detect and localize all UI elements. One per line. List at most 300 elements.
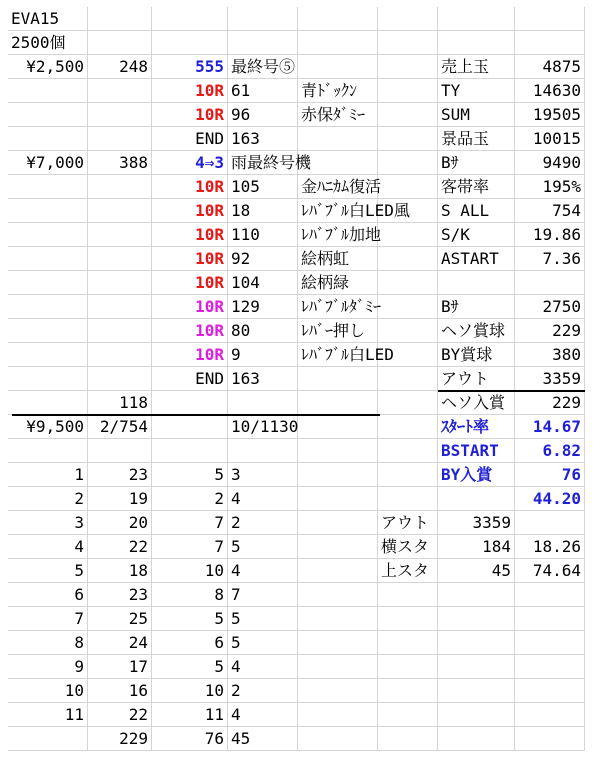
cell-text: 赤保ﾀﾞﾐｰ bbox=[301, 105, 366, 124]
cell-r25-c3[interactable] bbox=[152, 583, 228, 607]
cell-text: 絵柄虹 bbox=[301, 249, 350, 268]
cell-text: END bbox=[195, 129, 224, 148]
cell-r30-c7[interactable] bbox=[438, 703, 515, 727]
cell-r28-c2[interactable] bbox=[88, 655, 152, 679]
cell-r22-c6[interactable] bbox=[378, 511, 438, 535]
cell-r18-c1[interactable] bbox=[8, 415, 88, 439]
cell-text: 14630 bbox=[532, 81, 581, 100]
cell-r28-c3[interactable] bbox=[152, 655, 228, 679]
cell-r29-c3[interactable] bbox=[152, 679, 228, 703]
cell-r11-c2[interactable] bbox=[88, 247, 152, 271]
cell-r26-c7[interactable] bbox=[438, 607, 515, 631]
cell-r22-c1[interactable] bbox=[8, 511, 88, 535]
cell-r23-c3[interactable] bbox=[152, 535, 228, 559]
cell-r24-c6[interactable] bbox=[378, 559, 438, 583]
cell-text: ﾚﾊﾞﾌﾞﾙ白LED風 bbox=[301, 201, 410, 220]
cell-text: 4 bbox=[231, 489, 241, 508]
cell-r20-c8[interactable] bbox=[515, 463, 585, 487]
cell-text: 184 bbox=[482, 537, 511, 556]
cell-r13-c1[interactable] bbox=[8, 295, 88, 319]
cell-text: 20 bbox=[128, 513, 148, 532]
cell-r21-c3[interactable] bbox=[152, 487, 228, 511]
cell-r8-c8[interactable] bbox=[515, 175, 585, 199]
cell-r22-c5[interactable] bbox=[298, 511, 378, 535]
cell-r3-c5[interactable] bbox=[298, 55, 378, 79]
cell-text: 5 bbox=[231, 537, 241, 556]
cell-text: 74.64 bbox=[532, 561, 581, 580]
cell-r2-c7[interactable] bbox=[438, 31, 515, 55]
cell-r29-c5[interactable] bbox=[298, 679, 378, 703]
cell-r1-c6[interactable] bbox=[378, 7, 438, 31]
cell-text: 5 bbox=[214, 465, 224, 484]
cell-r30-c2[interactable] bbox=[88, 703, 152, 727]
cell-r30-c1[interactable] bbox=[8, 703, 88, 727]
cell-r12-c4[interactable] bbox=[228, 271, 298, 295]
cell-r7-c4[interactable] bbox=[228, 151, 312, 175]
cell-r12-c5[interactable] bbox=[298, 271, 378, 295]
cell-r31-c3[interactable] bbox=[152, 727, 228, 751]
cell-r1-c3[interactable] bbox=[152, 7, 228, 31]
cell-text: 景品玉 bbox=[441, 129, 490, 148]
cell-r9-c8[interactable] bbox=[515, 199, 585, 223]
cell-r14-c6[interactable] bbox=[378, 319, 438, 343]
cell-r26-c2[interactable] bbox=[88, 607, 152, 631]
cell-r9-c3[interactable] bbox=[152, 199, 228, 223]
cell-r8-c4[interactable] bbox=[228, 175, 298, 199]
cell-r25-c1[interactable] bbox=[8, 583, 88, 607]
cell-r11-c7[interactable] bbox=[438, 247, 515, 271]
cell-r13-c8[interactable] bbox=[515, 295, 585, 319]
cell-r27-c7[interactable] bbox=[438, 631, 515, 655]
cell-text: S ALL bbox=[441, 201, 490, 220]
cell-r25-c7[interactable] bbox=[438, 583, 515, 607]
cell-text: 118 bbox=[119, 393, 148, 412]
cell-text: 10R bbox=[195, 273, 224, 292]
cell-r26-c3[interactable] bbox=[152, 607, 228, 631]
cell-r27-c1[interactable] bbox=[8, 631, 88, 655]
cell-r20-c7[interactable] bbox=[438, 463, 515, 487]
cell-text: 6 bbox=[214, 633, 224, 652]
cell-r24-c8[interactable] bbox=[515, 559, 585, 583]
cell-r22-c2[interactable] bbox=[88, 511, 152, 535]
cell-text: 9 bbox=[231, 345, 241, 364]
cell-r17-c2[interactable] bbox=[88, 391, 152, 415]
cell-r31-c7[interactable] bbox=[438, 727, 515, 751]
cell-r5-c8[interactable] bbox=[515, 103, 585, 127]
cell-r17-c3[interactable] bbox=[152, 391, 228, 415]
cell-r12-c8[interactable] bbox=[515, 271, 585, 295]
cell-r23-c6[interactable] bbox=[378, 535, 438, 559]
cell-r3-c3[interactable] bbox=[152, 55, 228, 79]
cell-r18-c2[interactable] bbox=[88, 415, 152, 439]
cell-r16-c4[interactable] bbox=[228, 367, 298, 391]
cell-r9-c5[interactable] bbox=[298, 199, 410, 223]
cell-r7-c5[interactable] bbox=[298, 151, 378, 175]
cell-r17-c6[interactable] bbox=[378, 391, 438, 415]
cell-r7-c1[interactable] bbox=[8, 151, 88, 175]
cell-r4-c8[interactable] bbox=[515, 79, 585, 103]
cell-r12-c3[interactable] bbox=[152, 271, 228, 295]
cell-r28-c8[interactable] bbox=[515, 655, 585, 679]
cell-r17-c8[interactable] bbox=[515, 391, 585, 415]
cell-r4-c3[interactable] bbox=[152, 79, 228, 103]
cell-r20-c4[interactable] bbox=[228, 463, 298, 487]
cell-r14-c3[interactable] bbox=[152, 319, 228, 343]
cell-text: 4 bbox=[231, 561, 241, 580]
cell-r19-c1[interactable] bbox=[8, 439, 88, 463]
cell-r3-c6[interactable] bbox=[378, 55, 438, 79]
cell-r9-c7[interactable] bbox=[438, 199, 515, 223]
cell-r4-c1[interactable] bbox=[8, 79, 88, 103]
cell-r24-c3[interactable] bbox=[152, 559, 228, 583]
cell-r27-c3[interactable] bbox=[152, 631, 228, 655]
cell-r27-c8[interactable] bbox=[515, 631, 585, 655]
cell-r31-c4[interactable] bbox=[228, 727, 298, 751]
cell-r5-c1[interactable] bbox=[8, 103, 88, 127]
cell-text: BSTART bbox=[441, 441, 499, 460]
cell-r8-c7[interactable] bbox=[438, 175, 515, 199]
cell-r10-c2[interactable] bbox=[88, 223, 152, 247]
cell-r15-c2[interactable] bbox=[88, 343, 152, 367]
cell-text: 2750 bbox=[542, 297, 581, 316]
cell-r7-c2[interactable] bbox=[88, 151, 152, 175]
cell-r9-c1[interactable] bbox=[8, 199, 88, 223]
cell-r5-c4[interactable] bbox=[228, 103, 298, 127]
cell-r16-c1[interactable] bbox=[8, 367, 88, 391]
cell-r2-c4[interactable] bbox=[228, 31, 298, 55]
cell-r4-c4[interactable] bbox=[228, 79, 298, 103]
cell-r25-c4[interactable] bbox=[228, 583, 298, 607]
cell-text: 絵柄緑 bbox=[301, 273, 350, 292]
cell-r25-c5[interactable] bbox=[298, 583, 378, 607]
cell-r5-c2[interactable] bbox=[88, 103, 152, 127]
cell-r19-c7[interactable] bbox=[438, 439, 515, 463]
cell-r1-c1[interactable] bbox=[8, 7, 88, 31]
cell-r29-c6[interactable] bbox=[378, 679, 438, 703]
cell-r16-c5[interactable] bbox=[298, 367, 378, 391]
cell-r14-c4[interactable] bbox=[228, 319, 298, 343]
cell-r9-c2[interactable] bbox=[88, 199, 152, 223]
cell-text: 110 bbox=[231, 225, 260, 244]
cell-r7-c6[interactable] bbox=[378, 151, 438, 175]
cell-r16-c7[interactable] bbox=[438, 367, 515, 391]
cell-text: END bbox=[195, 369, 224, 388]
cell-text: EVA15 bbox=[11, 9, 60, 28]
cell-r6-c3[interactable] bbox=[152, 127, 228, 151]
cell-r16-c2[interactable] bbox=[88, 367, 152, 391]
cell-r19-c2[interactable] bbox=[88, 439, 152, 463]
cell-r19-c3[interactable] bbox=[152, 439, 228, 463]
cell-r31-c8[interactable] bbox=[515, 727, 585, 751]
cell-r14-c7[interactable] bbox=[438, 319, 515, 343]
cell-r28-c5[interactable] bbox=[298, 655, 378, 679]
cell-text: 96 bbox=[231, 105, 251, 124]
cell-r27-c2[interactable] bbox=[88, 631, 152, 655]
cell-r11-c5[interactable] bbox=[298, 247, 378, 271]
cell-r21-c1[interactable] bbox=[8, 487, 88, 511]
cell-r18-c6[interactable] bbox=[378, 415, 438, 439]
cell-r10-c6[interactable] bbox=[378, 223, 438, 247]
cell-r18-c3[interactable] bbox=[152, 415, 228, 439]
cell-r30-c6[interactable] bbox=[378, 703, 438, 727]
cell-r26-c1[interactable] bbox=[8, 607, 88, 631]
cell-r2-c1[interactable] bbox=[8, 31, 88, 55]
cell-r10-c3[interactable] bbox=[152, 223, 228, 247]
cell-r17-c7[interactable] bbox=[438, 391, 515, 415]
cell-r6-c2[interactable] bbox=[88, 127, 152, 151]
cell-r11-c6[interactable] bbox=[378, 247, 438, 271]
cell-text: Bｻ bbox=[441, 297, 459, 316]
cell-r12-c1[interactable] bbox=[8, 271, 88, 295]
cell-r27-c6[interactable] bbox=[378, 631, 438, 655]
cell-text: 7 bbox=[214, 537, 224, 556]
cell-r28-c7[interactable] bbox=[438, 655, 515, 679]
cell-r2-c5[interactable] bbox=[298, 31, 378, 55]
cell-r26-c5[interactable] bbox=[298, 607, 378, 631]
cell-r10-c7[interactable] bbox=[438, 223, 515, 247]
cell-r11-c1[interactable] bbox=[8, 247, 88, 271]
cell-r13-c6[interactable] bbox=[378, 295, 438, 319]
cell-text: 19 bbox=[128, 489, 148, 508]
cell-r1-c4[interactable] bbox=[228, 7, 298, 31]
cell-r27-c5[interactable] bbox=[298, 631, 378, 655]
cell-r23-c4[interactable] bbox=[228, 535, 298, 559]
cell-r23-c8[interactable] bbox=[515, 535, 585, 559]
cell-r8-c2[interactable] bbox=[88, 175, 152, 199]
cell-text: 388 bbox=[119, 153, 148, 172]
cell-r24-c5[interactable] bbox=[298, 559, 378, 583]
cell-r28-c4[interactable] bbox=[228, 655, 298, 679]
cell-r15-c5[interactable] bbox=[298, 343, 394, 367]
cell-r12-c2[interactable] bbox=[88, 271, 152, 295]
cell-r7-c3[interactable] bbox=[152, 151, 228, 175]
cell-r11-c4[interactable] bbox=[228, 247, 298, 271]
cell-r13-c4[interactable] bbox=[228, 295, 298, 319]
cell-r27-c4[interactable] bbox=[228, 631, 298, 655]
cell-r19-c4[interactable] bbox=[228, 439, 298, 463]
cell-r3-c2[interactable] bbox=[88, 55, 152, 79]
cell-r22-c4[interactable] bbox=[228, 511, 298, 535]
cell-r24-c1[interactable] bbox=[8, 559, 88, 583]
cell-text: 青ﾄﾞｯｸﾝ bbox=[301, 81, 358, 100]
cell-r17-c5[interactable] bbox=[298, 391, 378, 415]
cell-r6-c8[interactable] bbox=[515, 127, 585, 151]
cell-r12-c7[interactable] bbox=[438, 271, 515, 295]
cell-r29-c7[interactable] bbox=[438, 679, 515, 703]
cell-r23-c7[interactable] bbox=[438, 535, 515, 559]
cell-r6-c5[interactable] bbox=[298, 127, 378, 151]
cell-r23-c2[interactable] bbox=[88, 535, 152, 559]
cell-r15-c3[interactable] bbox=[152, 343, 228, 367]
cell-r9-c4[interactable] bbox=[228, 199, 298, 223]
cell-r2-c2[interactable] bbox=[88, 31, 152, 55]
cell-r29-c8[interactable] bbox=[515, 679, 585, 703]
cell-r7-c7[interactable] bbox=[438, 151, 515, 175]
cell-r15-c1[interactable] bbox=[8, 343, 88, 367]
cell-r5-c7[interactable] bbox=[438, 103, 515, 127]
cell-r26-c4[interactable] bbox=[228, 607, 298, 631]
cell-r31-c5[interactable] bbox=[298, 727, 378, 751]
cell-r23-c1[interactable] bbox=[8, 535, 88, 559]
cell-r2-c3[interactable] bbox=[152, 31, 228, 55]
cell-r1-c8[interactable] bbox=[515, 7, 585, 31]
cell-r23-c5[interactable] bbox=[298, 535, 378, 559]
cell-r29-c4[interactable] bbox=[228, 679, 298, 703]
cell-r31-c2[interactable] bbox=[88, 727, 152, 751]
cell-r4-c5[interactable] bbox=[298, 79, 378, 103]
cell-r16-c8[interactable] bbox=[515, 367, 585, 391]
cell-r22-c7[interactable] bbox=[438, 511, 515, 535]
cell-r18-c7[interactable] bbox=[438, 415, 515, 439]
cell-r30-c4[interactable] bbox=[228, 703, 298, 727]
cell-r3-c4[interactable] bbox=[228, 55, 298, 79]
cell-r8-c5[interactable] bbox=[298, 175, 382, 199]
cell-r16-c3[interactable] bbox=[152, 367, 228, 391]
cell-r11-c3[interactable] bbox=[152, 247, 228, 271]
cell-r2-c6[interactable] bbox=[378, 31, 438, 55]
cell-r1-c7[interactable] bbox=[438, 7, 515, 31]
cell-text: 客帯率 bbox=[441, 177, 490, 196]
cell-r21-c4[interactable] bbox=[228, 487, 298, 511]
cell-r1-c2[interactable] bbox=[88, 7, 152, 31]
cell-r15-c8[interactable] bbox=[515, 343, 585, 367]
cell-r1-c5[interactable] bbox=[298, 7, 378, 31]
cell-r30-c5[interactable] bbox=[298, 703, 378, 727]
cell-r28-c1[interactable] bbox=[8, 655, 88, 679]
cell-text: 163 bbox=[231, 369, 260, 388]
cell-r20-c6[interactable] bbox=[378, 463, 438, 487]
cell-r24-c7[interactable] bbox=[438, 559, 515, 583]
cell-text: 4⇒3 bbox=[195, 153, 224, 172]
cell-r4-c7[interactable] bbox=[438, 79, 515, 103]
cell-r19-c8[interactable] bbox=[515, 439, 585, 463]
cell-r16-c6[interactable] bbox=[378, 367, 438, 391]
cell-text: 横スタ bbox=[381, 537, 430, 556]
cell-r13-c5[interactable] bbox=[298, 295, 382, 319]
cell-text: 4 bbox=[231, 657, 241, 676]
cell-r31-c1[interactable] bbox=[8, 727, 88, 751]
cell-r14-c1[interactable] bbox=[8, 319, 88, 343]
cell-text: 8 bbox=[74, 633, 84, 652]
cell-text: 17 bbox=[128, 657, 148, 676]
cell-r13-c2[interactable] bbox=[88, 295, 152, 319]
cell-text: 14.67 bbox=[532, 417, 581, 436]
cell-text: 163 bbox=[231, 129, 260, 148]
cell-r29-c2[interactable] bbox=[88, 679, 152, 703]
cell-r13-c7[interactable] bbox=[438, 295, 515, 319]
cell-r25-c2[interactable] bbox=[88, 583, 152, 607]
cell-r14-c5[interactable] bbox=[298, 319, 378, 343]
cell-r20-c3[interactable] bbox=[152, 463, 228, 487]
cell-r26-c6[interactable] bbox=[378, 607, 438, 631]
cell-r3-c8[interactable] bbox=[515, 55, 585, 79]
cell-r5-c6[interactable] bbox=[378, 103, 438, 127]
cell-r22-c3[interactable] bbox=[152, 511, 228, 535]
cell-text: 4875 bbox=[542, 57, 581, 76]
cell-text: 2/754 bbox=[99, 417, 148, 436]
cell-r24-c4[interactable] bbox=[228, 559, 298, 583]
cell-r21-c6[interactable] bbox=[378, 487, 438, 511]
cell-r10-c4[interactable] bbox=[228, 223, 298, 247]
cell-r12-c6[interactable] bbox=[378, 271, 438, 295]
cell-r31-c6[interactable] bbox=[378, 727, 438, 751]
cell-r25-c8[interactable] bbox=[515, 583, 585, 607]
cell-r4-c2[interactable] bbox=[88, 79, 152, 103]
cell-r10-c5[interactable] bbox=[298, 223, 382, 247]
cell-r22-c8[interactable] bbox=[515, 511, 585, 535]
cell-text: 24 bbox=[128, 633, 148, 652]
cell-r19-c5[interactable] bbox=[298, 439, 378, 463]
cell-r20-c2[interactable] bbox=[88, 463, 152, 487]
cell-r3-c7[interactable] bbox=[438, 55, 515, 79]
cell-r21-c5[interactable] bbox=[298, 487, 378, 511]
cell-text: 229 bbox=[552, 321, 581, 340]
cell-r11-c8[interactable] bbox=[515, 247, 585, 271]
cell-r8-c1[interactable] bbox=[8, 175, 88, 199]
cell-text: アウト bbox=[381, 513, 430, 532]
cell-text: 18.26 bbox=[532, 537, 581, 556]
cell-r8-c6[interactable] bbox=[378, 175, 438, 199]
cell-r26-c8[interactable] bbox=[515, 607, 585, 631]
cell-r20-c5[interactable] bbox=[298, 463, 378, 487]
cell-r17-c1[interactable] bbox=[8, 391, 88, 415]
cell-text: 6.82 bbox=[542, 441, 581, 460]
cell-text: 2 bbox=[231, 513, 241, 532]
cell-text: 10 bbox=[204, 561, 224, 580]
cell-r30-c8[interactable] bbox=[515, 703, 585, 727]
cell-r2-c8[interactable] bbox=[515, 31, 585, 55]
cell-r25-c6[interactable] bbox=[378, 583, 438, 607]
cell-r15-c6[interactable] bbox=[378, 343, 438, 367]
cell-r17-c4[interactable] bbox=[228, 391, 298, 415]
cell-r6-c4[interactable] bbox=[228, 127, 298, 151]
cell-text: Bｻ bbox=[441, 153, 459, 172]
cell-r7-c8[interactable] bbox=[515, 151, 585, 175]
cell-r19-c6[interactable] bbox=[378, 439, 438, 463]
cell-r3-c1[interactable] bbox=[8, 55, 88, 79]
cell-text: アウト bbox=[441, 369, 490, 388]
cell-text: 金ﾊﾆｶﾑ復活 bbox=[301, 177, 382, 196]
cell-r4-c6[interactable] bbox=[378, 79, 438, 103]
cell-r20-c1[interactable] bbox=[8, 463, 88, 487]
cell-r30-c3[interactable] bbox=[152, 703, 228, 727]
cell-r14-c2[interactable] bbox=[88, 319, 152, 343]
cell-r6-c7[interactable] bbox=[438, 127, 515, 151]
cell-r13-c3[interactable] bbox=[152, 295, 228, 319]
cell-r18-c4[interactable] bbox=[228, 415, 298, 439]
cell-r5-c5[interactable] bbox=[298, 103, 378, 127]
cell-text: ﾚﾊﾞﾌﾞﾙ加地 bbox=[301, 225, 382, 244]
cell-r18-c8[interactable] bbox=[515, 415, 585, 439]
cell-r10-c1[interactable] bbox=[8, 223, 88, 247]
cell-r18-c5[interactable] bbox=[298, 415, 378, 439]
cell-r21-c2[interactable] bbox=[88, 487, 152, 511]
cell-r21-c8[interactable] bbox=[515, 487, 585, 511]
cell-r14-c8[interactable] bbox=[515, 319, 585, 343]
cell-r8-c3[interactable] bbox=[152, 175, 228, 199]
cell-r10-c8[interactable] bbox=[515, 223, 585, 247]
cell-r5-c3[interactable] bbox=[152, 103, 228, 127]
cell-r9-c6[interactable] bbox=[378, 199, 438, 223]
cell-r24-c2[interactable] bbox=[88, 559, 152, 583]
cell-r6-c6[interactable] bbox=[378, 127, 438, 151]
cell-r15-c7[interactable] bbox=[438, 343, 515, 367]
cell-r15-c4[interactable] bbox=[228, 343, 298, 367]
cell-r21-c7[interactable] bbox=[438, 487, 515, 511]
cell-r6-c1[interactable] bbox=[8, 127, 88, 151]
cell-r28-c6[interactable] bbox=[378, 655, 438, 679]
cell-r29-c1[interactable] bbox=[8, 679, 88, 703]
